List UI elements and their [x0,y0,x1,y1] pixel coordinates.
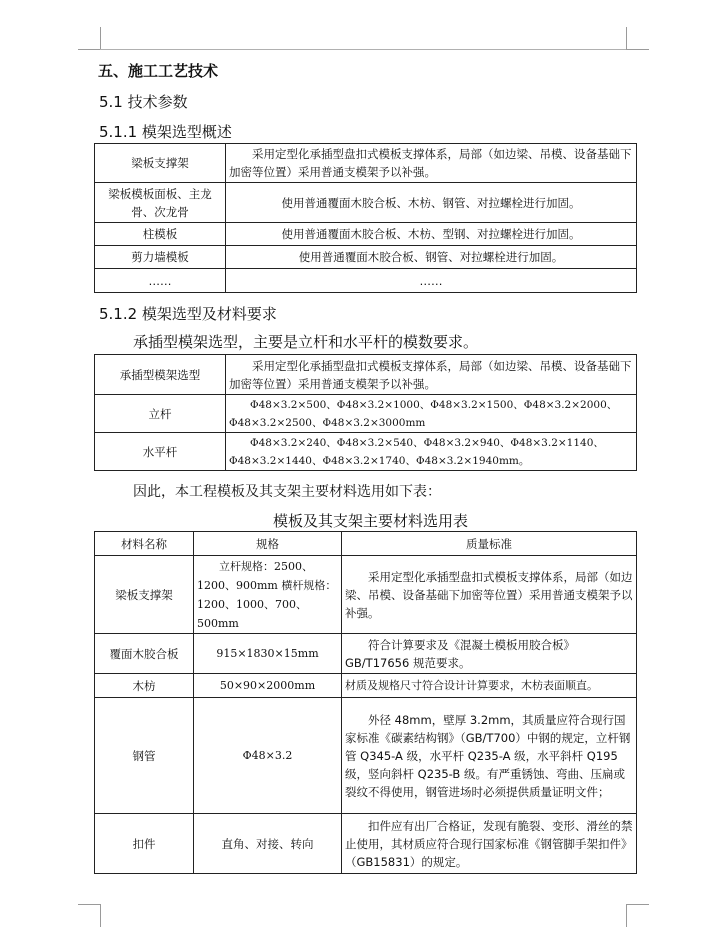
table-row [95,355,637,395]
materials-table [94,531,637,874]
table-caption: 模板及其支架主要材料选用表 [273,512,469,530]
page-corner-mark [78,27,101,50]
table-cell-desc: 使用普通覆面木胶合板、木枋、钢管、对拉螺栓进行加固。 [226,183,637,223]
table-cell-standard: 外径 48mm，壁厚 3.2mm，其质量应符合现行国家标准《碳素结构钢》（GB/T700）中钢的规定，立杆钢管 Q345-A 级，水平杆 Q235-A 级，水平斜杆 Q195 级，竖向斜杆 Q235-B 级。有严重锈蚀、弯曲、压扁或裂纹不得使用，钢管进场时必须提供质量证明文件； [342,698,637,814]
table-cell-name: …… [95,269,226,293]
table-header-row [95,532,637,556]
subsubsection-heading-selection: 5.1.2 模架选型及材料要求 [99,305,277,323]
paragraph-selection: 承插型模架选型，主要是立杆和水平杆的模数要求。 [133,333,479,351]
table-cell-name: 覆面木胶合板 [95,634,194,674]
table-cell-desc: 使用普通覆面木胶合板、钢管、对拉螺栓进行加固。 [226,246,637,269]
table-cell-name: 梁板模板面板、主龙骨、次龙骨 [95,183,226,223]
table-row [95,246,637,269]
table-cell-name: 钢管 [95,698,194,814]
subsection-heading: 5.1 技术参数 [99,93,188,111]
table-cell-desc: 采用定型化承插型盘扣式模板支撑体系，局部（如边梁、吊模、设备基础下加密等位置）采用普通支模架予以补强。 [226,355,637,395]
table-cell-desc: Φ48×3.2×500、Φ48×3.2×1000、Φ48×3.2×1500、Φ48×3.2×2000、Φ48×3.2×2500、Φ48×3.2×3000mm [226,395,637,433]
table-row [95,395,637,433]
column-header: 材料名称 [95,532,194,556]
table-row [95,223,637,246]
column-header: 质量标准 [342,532,637,556]
table-row [95,556,637,634]
subsubsection-heading-overview: 5.1.1 模架选型概述 [99,123,232,141]
column-header: 规格 [194,532,342,556]
table-cell-standard: 符合计算要求及《混凝土模板用胶合板》GB/T17656 规范要求。 [342,634,637,674]
page-corner-mark [78,904,101,927]
page-corner-mark [626,904,649,927]
table-cell-spec: 直角、对接、转向 [194,814,342,874]
table-cell-spec: 50×90×2000mm [194,674,342,698]
table-cell-name: 梁板支撑架 [95,144,226,183]
table-cell-spec: 915×1830×15mm [194,634,342,674]
table-row [95,634,637,674]
table-row [95,814,637,874]
table-row [95,183,637,223]
table-row [95,698,637,814]
formwork-selection-table [94,354,637,471]
table-cell-name: 立杆 [95,395,226,433]
table-cell-name: 扣件 [95,814,194,874]
table-cell-name: 剪力墙模板 [95,246,226,269]
table-cell-standard: 材质及规格尺寸符合设计计算要求，木枋表面顺直。 [342,674,637,698]
section-heading: 五、施工工艺技术 [98,62,219,80]
table-cell-standard: 扣件应有出厂合格证，发现有脆裂、变形、滑丝的禁止使用，其材质应符合现行国家标准《钢管脚手架扣件》（GB15831）的规定。 [342,814,637,874]
table-cell-desc: Φ48×3.2×240、Φ48×3.2×540、Φ48×3.2×940、Φ48×3.2×1140、Φ48×3.2×1440、Φ48×3.2×1740、Φ48×3.2×1940mm。 [226,433,637,471]
table-row [95,144,637,183]
table-cell-spec: 立杆规格：2500、1200、900mm 横杆规格：1200、1000、700、500mm [194,556,342,634]
table-cell-name: 承插型模架选型 [95,355,226,395]
table-row [95,433,637,471]
table-cell-name: 水平杆 [95,433,226,471]
paragraph-therefore: 因此，本工程模板及其支架主要材料选用如下表： [133,484,441,500]
table-cell-standard: 采用定型化承插型盘扣式模板支撑体系，局部（如边梁、吊模、设备基础下加密等位置）采用普通支模架予以补强。 [342,556,637,634]
formwork-overview-table [94,143,637,293]
table-cell-name: 梁板支撑架 [95,556,194,634]
table-cell-spec: Φ48×3.2 [194,698,342,814]
page-corner-mark [626,27,649,50]
table-row [95,674,637,698]
table-cell-desc: 使用普通覆面木胶合板、木枋、型钢、对拉螺栓进行加固。 [226,223,637,246]
table-cell-name: 柱模板 [95,223,226,246]
header-rule [100,49,626,50]
table-row [95,269,637,293]
table-cell-name: 木枋 [95,674,194,698]
table-cell-desc: …… [226,269,637,293]
table-cell-desc: 采用定型化承插型盘扣式模板支撑体系，局部（如边梁、吊模、设备基础下加密等位置）采用普通支模架予以补强。 [226,144,637,183]
